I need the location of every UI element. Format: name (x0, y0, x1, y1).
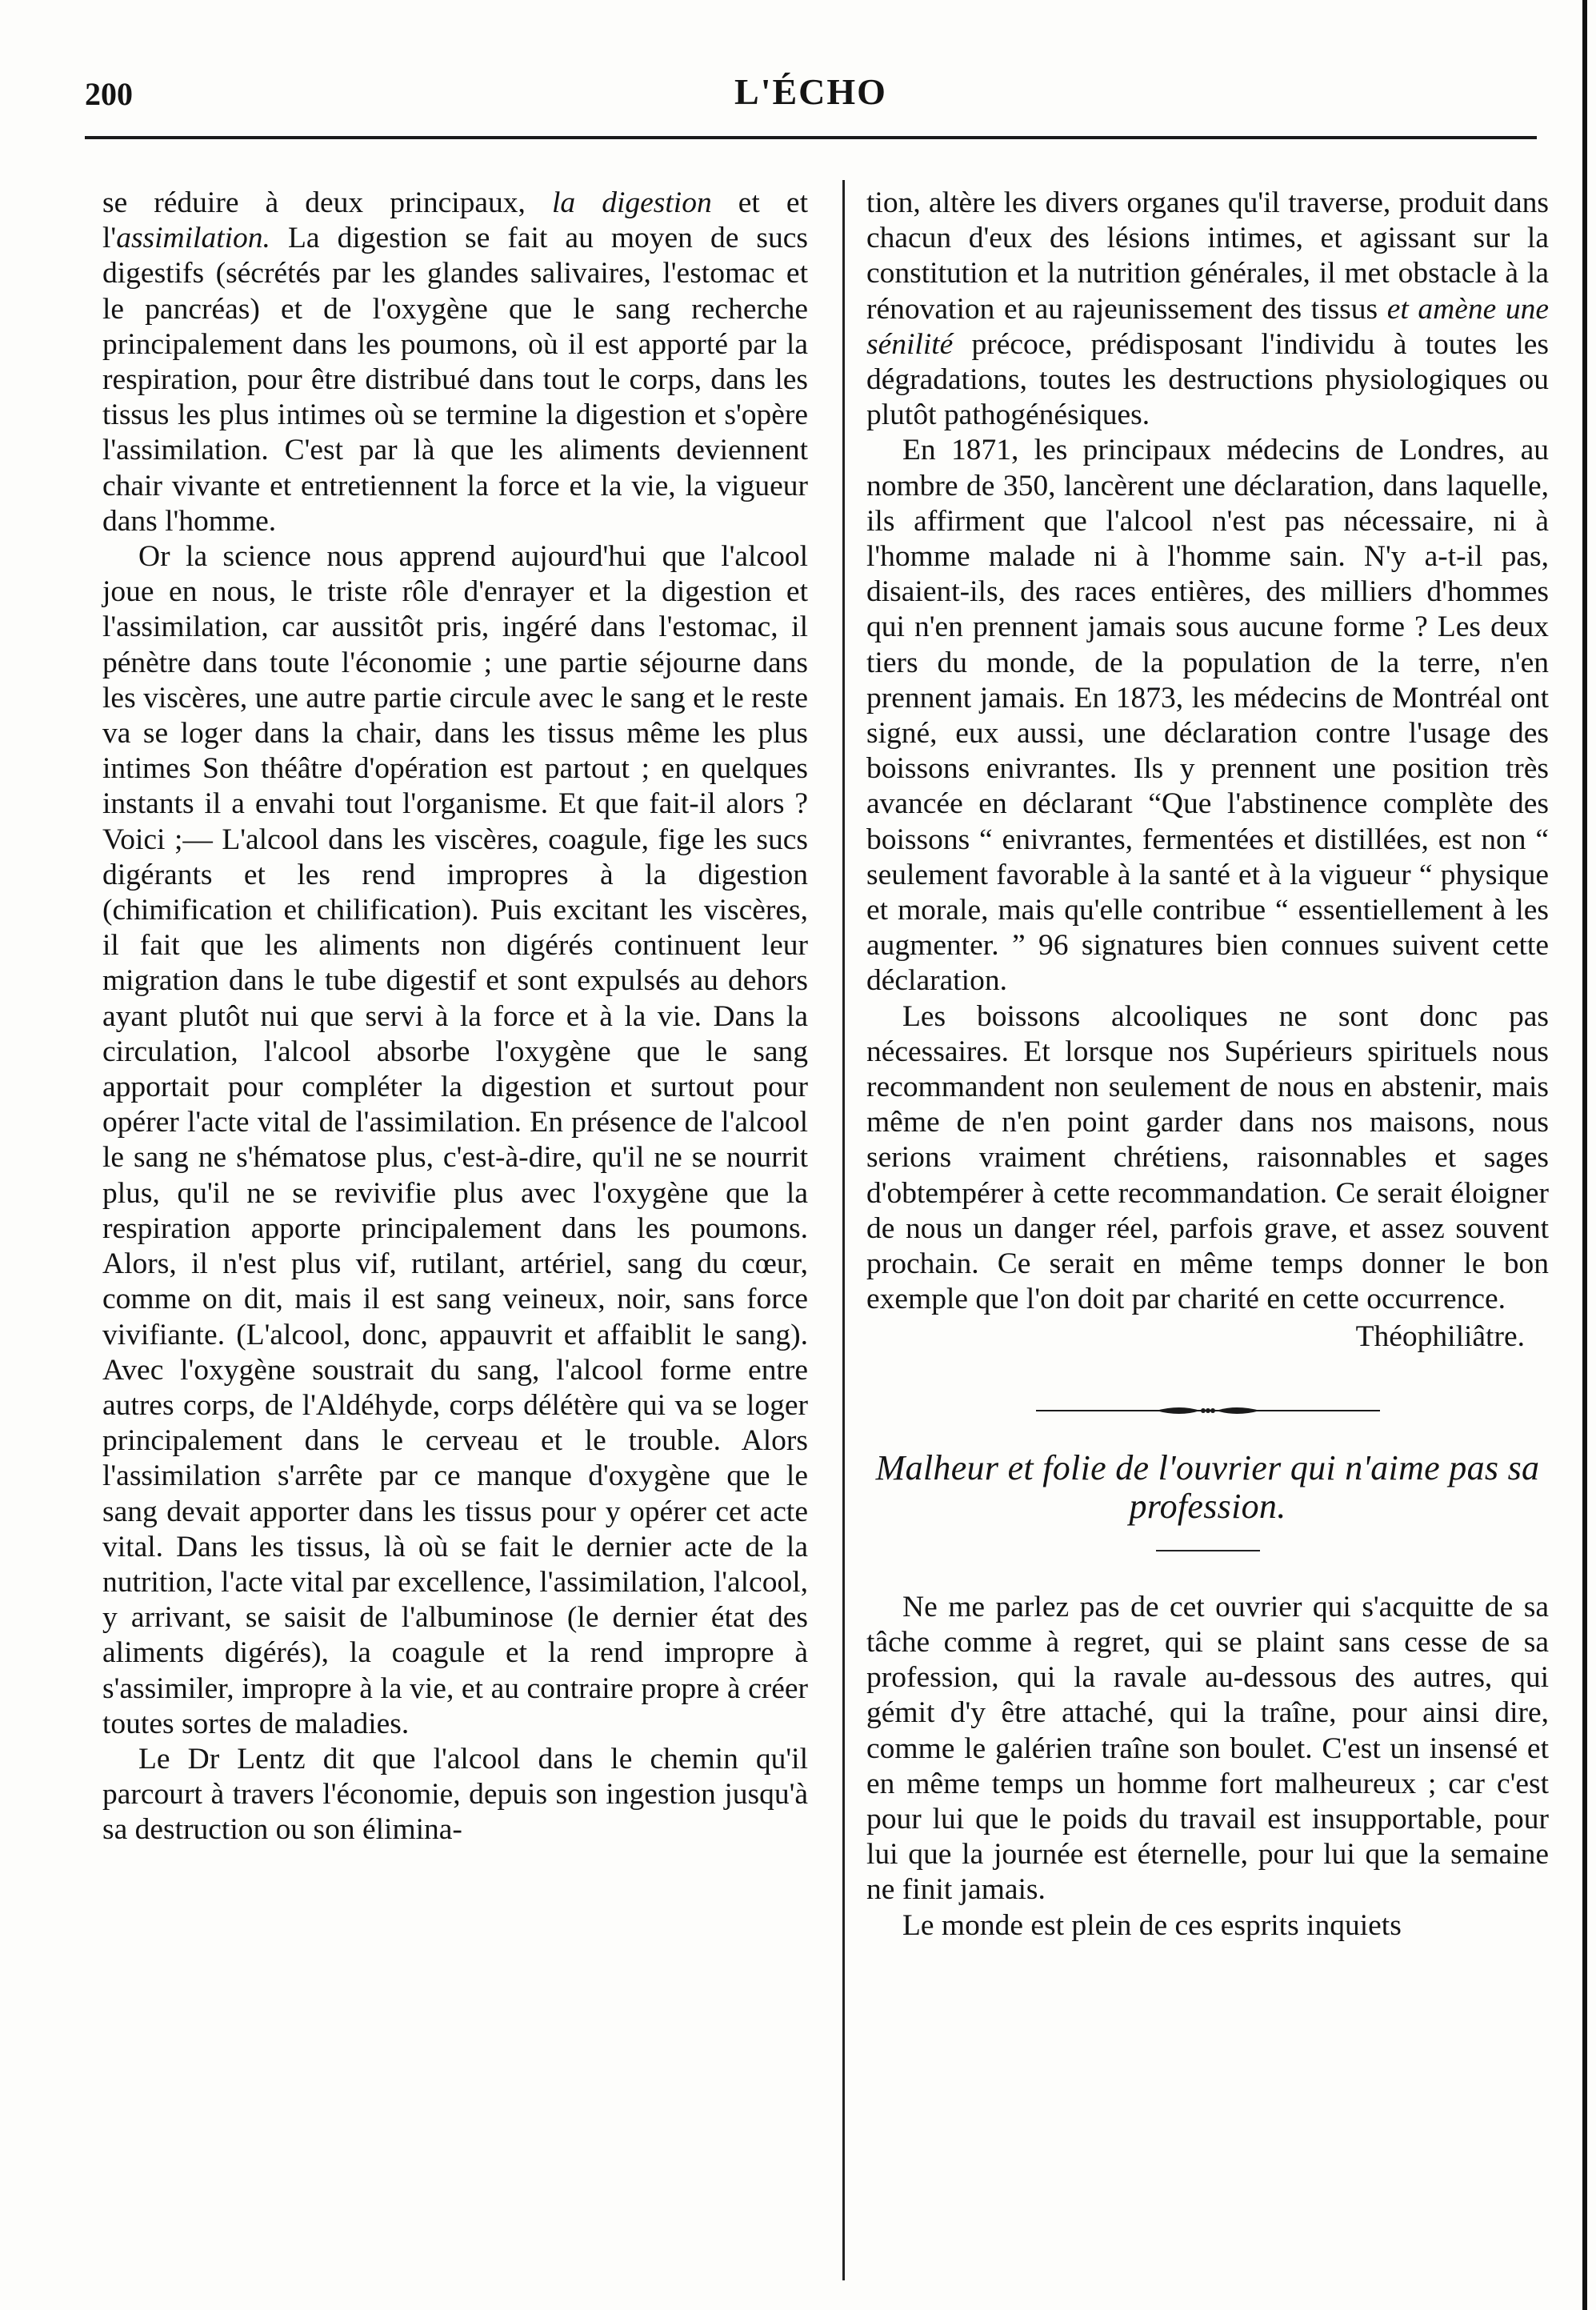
column-divider (842, 180, 845, 2280)
page-number: 200 (85, 76, 133, 112)
page-edge (1582, 0, 1587, 2310)
left-column (102, 186, 808, 1848)
left-paragraph-3: Le Dr Lentz dit que l'alcool dans le chemin qu'il parcourt à travers l'économie, depuis son ingestion jusqu'à sa destruction ou son élimina- (102, 1742, 808, 1847)
header-rule (85, 136, 1537, 139)
right-paragraph-5: Le monde est plein de ces esprits inquiets (902, 1908, 1402, 1942)
emphasis-senilite: et amène une sénilité (866, 292, 1550, 361)
right-column (866, 186, 1549, 1944)
article-title: Malheur et folie de l'ouvrier qui n'aime pas sa profession. (875, 1447, 1540, 1526)
emphasis-digestion: la digestion (552, 186, 712, 219)
author-signature: Théophiliâtre. (1355, 1319, 1525, 1353)
ornament-icon (1036, 1401, 1380, 1420)
right-paragraph-4: Ne me parlez pas de cet ouvrier qui s'acquitte de sa tâche comme à regret, qui se plaint sans cesse de sa profession, qui la ravale au-dessous des autres, qui gémit d'y être attaché, qui la traîne, pour ainsi dire, comme le galérien traîne son boulet. C'est un insensé et en même temps un homme fort malheureux ; car c'est pour lui que le poids du travail est insupportable, pour lui que la journée est éternelle, pour lui que la semaine ne finit jamais. (866, 1590, 1549, 1907)
ornamental-divider (1036, 1401, 1380, 1420)
title-rule (1156, 1550, 1260, 1551)
right-paragraph-3: Les boissons alcooliques ne sont donc pas nécessaires. Et lorsque nos Supérieurs spirituels nous recommandent non seulement de nous en abstenir, mais même de n'en point garder dans nos maisons, nous serions vraiment chrétiens, raisonnables et sages d'obtempérer à cette recommandation. Ce serait éloigner de nous un danger réel, parfois grave, et assez souvent prochain. Ce serait en même temps donner le bon exemple que l'on doit par charité en cette occurrence. (866, 999, 1549, 1316)
page-header (85, 70, 1537, 118)
left-paragraph-1: se réduire à deux principaux, la digestion et et l'assimilation. La digestion se fait au moyen de sucs digestifs (sécrétés par les glandes salivaires, l'estomac et le pancréas) et de l'oxygène que le sang recherche principalement dans les poumons, où il est apporté par la respiration, pour être distribué dans tout le corps, dans les tissus les plus intimes où se termine la digestion et s'opère l'assimilation. C'est par là que les aliments deviennent chair vivante et entretiennent la force et la vie, la vigueur dans l'homme. (102, 186, 808, 538)
left-paragraph-2: Or la science nous apprend aujourd'hui que l'alcool joue en nous, le triste rôle d'enrayer et la digestion et l'assimilation, car aussitôt pris, ingéré dans l'estomac, il pénètre dans toute l'économie ; une partie séjourne dans les viscères, une autre partie circule avec le sang et le reste va se loger dans la chair, dans les tissus même les plus intimes Son théâtre d'opération est partout ; en quelques instants il a envahi tout l'organisme. Et que fait-il alors ? Voici ;— L'alcool dans les viscères, coagule, fige les sucs digérants et les rend impropres à la digestion (chimification et chilification). Puis excitant les viscères, il fait que les aliments non digérés continuent leur migration dans le tube digestif et sont expulsés au dehors ayant plutôt nui que servi à la force et à la vie. Dans la circulation, l'alcool absorbe l'oxygène que le sang apportait pour compléter la digestion et surtout pour opérer l'acte vital de l'assimilation. En présence de l'alcool le sang ne s'hématose plus, c'est-à-dire, qu'il ne se nourrit plus, qu'il ne se revivifie plus avec l'oxygène que la respiration apporte principalement dans les poumons. Alors, il n'est plus vif, rutilant, artériel, sang du cœur, comme on dit, mais il est sang veineux, noir, sans force vivifiante. (L'alcool, donc, appauvrit et affaiblit le sang). Avec l'oxygène soustrait du sang, l'alcool forme entre autres corps, de l'Aldéhyde, corps délétère qui va se loger principalement dans le cerveau et le trouble. Alors l'assimilation s'arrête par ce manque d'oxygène que le sang devait apporter dans les tissus pour y opérer cet acte vital. Dans les tissus, là où se fait le dernier acte de la nutrition, l'acte vital par excellence, l'assimilation, l'alcool, y arrivant, se saisit de l'albuminose (le dernier état des aliments digérés), la coagule et la rend impropre à s'assimiler, impropre à la vie, et au contraire propre à créer toutes sortes de maladies. (102, 540, 808, 1740)
right-paragraph-1: tion, altère les divers organes qu'il traverse, produit dans chacun d'eux des lésions intimes, et agissant sur la constitution et la nutrition générales, il met obstacle à la rénovation et au rajeunissement des tissus et amène une sénilité précoce, prédisposant l'individu à toutes les dégradations, toutes les destructions physiologiques ou plutôt pathogénésiques. (866, 186, 1550, 432)
page-title: L'ÉCHO (734, 71, 887, 112)
right-paragraph-2: En 1871, les principaux médecins de Londres, au nombre de 350, lancèrent une déclaration, dans laquelle, ils affirment que l'alcool n'est pas nécessaire, ni à l'homme malade ni à l'homme sain. N'y a-t-il pas, disaient-ils, des races entières, des milliers d'hommes qui n'en prennent jamais sous aucune forme ? Les deux tiers du monde, de la population de la terre, n'en prennent jamais. En 1873, les médecins de Montréal ont signé, eux aussi, une déclaration contre l'usage des boissons enivrantes. Ils y prennent une position très avancée en déclarant “Que l'abstinence complète des boissons “ enivrantes, fermentées et distillées, est non “ seulement favorable à la santé et à la vigueur “ physique et morale, mais qu'elle contribue “ essentiellement à les augmenter. ” 96 signatures bien connues suivent cette déclaration. (866, 434, 1549, 998)
emphasis-assimilation: assimilation. (116, 222, 270, 255)
